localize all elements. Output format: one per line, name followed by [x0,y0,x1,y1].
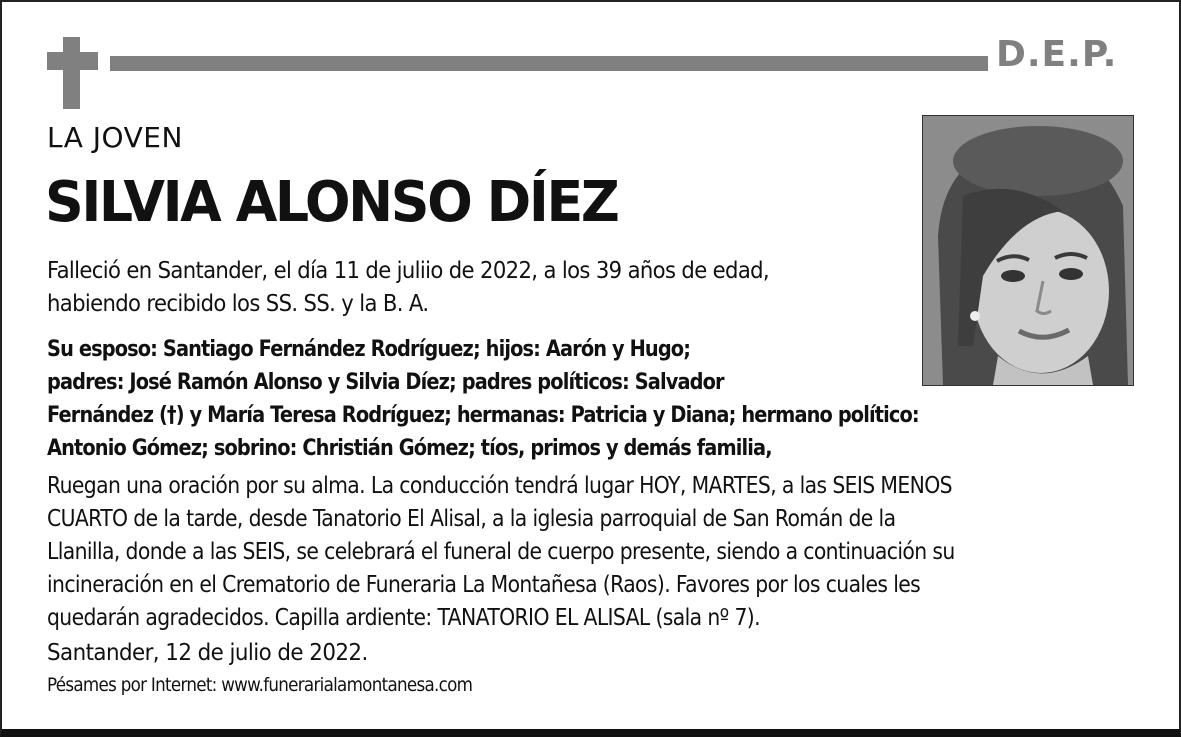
cross-icon-vertical [63,37,80,109]
deceased-name: SILVIA ALONSO DÍEZ [45,170,618,235]
family-line: Antonio Gómez; sobrino: Christián Gómez; tíos, primos y demás familia, [47,436,772,461]
ceremony-line: Llanilla, donde a las SEIS, se celebrará el funeral de cuerpo presente, siendo a continuación su [47,539,955,565]
dep-label: D.E.P. [996,34,1118,75]
family-line: padres: José Ramón Alonso y Silvia Díez; padres políticos: Salvador [47,370,724,395]
intro-line: habiendo recibido los SS. SS. y la B. A. [47,291,429,317]
portrait-photo [922,115,1134,386]
intro-line: Falleció en Santander, el día 11 de juliio de 2022, a los 39 años de edad, [47,258,770,284]
ceremony-paragraph [47,470,955,635]
cross-icon-horizontal [47,52,98,70]
condolences-link: Pésames por Internet: www.funerarialamontanesa.com [47,674,473,696]
family-line: Fernández (†) y María Teresa Rodríguez; hermanas: Patricia y Diana; hermano político: [47,403,919,428]
family-line: Su esposo: Santiago Fernández Rodríguez; hijos: Aarón y Hugo; [47,337,691,362]
ceremony-line: quedarán agradecidos. Capilla ardiente: TANATORIO EL ALISAL (sala nº 7). [47,605,760,631]
ceremony-line: Ruegan una oración por su alma. La conducción tendrá lugar HOY, MARTES, a las SEIS MENOS [47,473,952,499]
notice-prefix: LA JOVEN [47,121,183,154]
ceremony-line: incineración en el Crematorio de Funeraria La Montañesa (Raos). Favores por los cuales les [47,572,921,598]
ceremony-line: CUARTO de la tarde, desde Tanatorio El Alisal, a la iglesia parroquial de San Román de la [47,506,896,532]
family-paragraph [47,333,919,465]
intro-paragraph [47,255,769,321]
place-date: Santander, 12 de julio de 2022. [47,640,368,666]
header-rule [110,56,988,71]
